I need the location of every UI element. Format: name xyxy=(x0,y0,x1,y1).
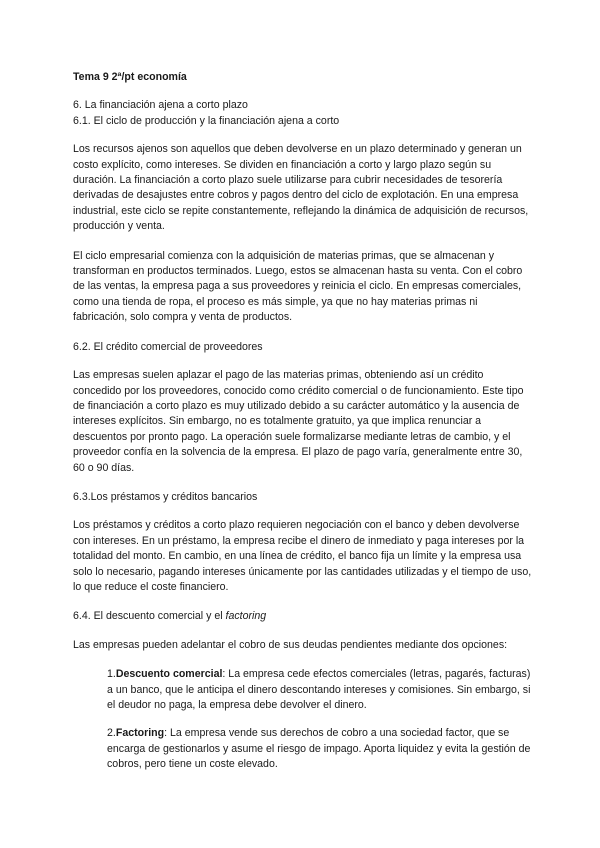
list-item-1-text: : La empresa cede efectos comerciales (letras, pagarés, facturas) a un banco, que le anticipa el dinero descontando intereses y comisiones. Sin embargo, si el deudor no paga, la empresa debe devolver el dinero. xyxy=(107,668,531,711)
heading-6-4-italic: factoring xyxy=(225,610,267,623)
heading-6-2: 6.2. El crédito comercial de proveedores xyxy=(73,340,263,353)
heading-6-4-prefix: 6.4. El descuento comercial y el xyxy=(73,610,226,623)
heading-6-4 xyxy=(73,609,534,624)
list-item-1-term: Descuento comercial xyxy=(115,668,223,681)
paragraph-5: Las empresas pueden adelantar el cobro de sus deudas pendientes mediante dos opciones: xyxy=(73,638,508,651)
list-item-2-text: : La empresa vende sus derechos de cobro a una sociedad factor, que se encarga de gestionarlos y asume el riesgo de impago. Aporta liquidez y evita la gestión de cobros, pero tiene un coste elevado. xyxy=(107,727,531,771)
list-item-2-term: Factoring xyxy=(115,727,165,740)
heading-6-3: 6.3.Los préstamos y créditos bancarios xyxy=(73,490,258,503)
paragraph-4: Los préstamos y créditos a corto plazo requieren negociación con el banco y deben devolverse con intereses. En un préstamo, la empresa recibe el dinero de inmediato y paga intereses por la totalidad del monto. En cambio, en una línea de crédito, el banco fija un límite y la empresa usa solo lo necesario, pagando intereses únicamente por las cantidades utilizadas y el tiempo de uso, lo que reduce el coste financiero. xyxy=(73,519,532,593)
list-item-1 xyxy=(107,667,534,713)
paragraph-2: El ciclo empresarial comienza con la adquisición de materias primas, que se almacenan y transforman en productos terminados. Luego, estos se almacenan hasta su venta. Con el cobro de las ventas, la empresa paga a sus proveedores y reinicia el ciclo. En empresas comerciales, como una tienda de ropa, el proceso es más simple, ya que no hay materias primas ni fabricación, solo compra y venta de productos. xyxy=(73,249,523,324)
list-item-1-number: 1. xyxy=(107,668,116,681)
list-item-2-number: 2. xyxy=(107,727,116,740)
paragraph-1: Los recursos ajenos son aquellos que deben devolverse en un plazo determinado y generan un costo explícito, como intereses. Se dividen en financiación a corto y largo plazo según su duración. La financiación a corto plazo suele utilizarse para cubrir necesidades de tesorería derivadas de desajustes entre cobros y pagos dentro del ciclo de explotación. En una empresa industrial, este ciclo se repite constantemente, reflejando la dinámica de adquisición de recursos, producción y venta. xyxy=(73,143,529,233)
document-title: Tema 9 2ª/pt economía xyxy=(73,71,187,83)
heading-6: 6. La financiación ajena a corto plazo xyxy=(73,99,248,112)
paragraph-3: Las empresas suelen aplazar el pago de las materias primas, obteniendo así un crédito concedido por los proveedores, conocido como crédito comercial o de funcionamiento. Este tipo de financiación a corto plazo es muy utilizado debido a su carácter automático y la ausencia de intereses explícitos. Sin embargo, no es totalmente gratuito, ya que implica renunciar a descuentos por pronto pago. La operación suele formalizarse mediante letras de cambio, y el proveedor confía en la solvencia de la empresa. El plazo de pago varía, generalmente entre 30, 60 o 90 días. xyxy=(73,369,524,474)
list-item-2 xyxy=(107,726,534,772)
heading-6-1: 6.1. El ciclo de producción y la financiación ajena a corto xyxy=(73,114,340,127)
